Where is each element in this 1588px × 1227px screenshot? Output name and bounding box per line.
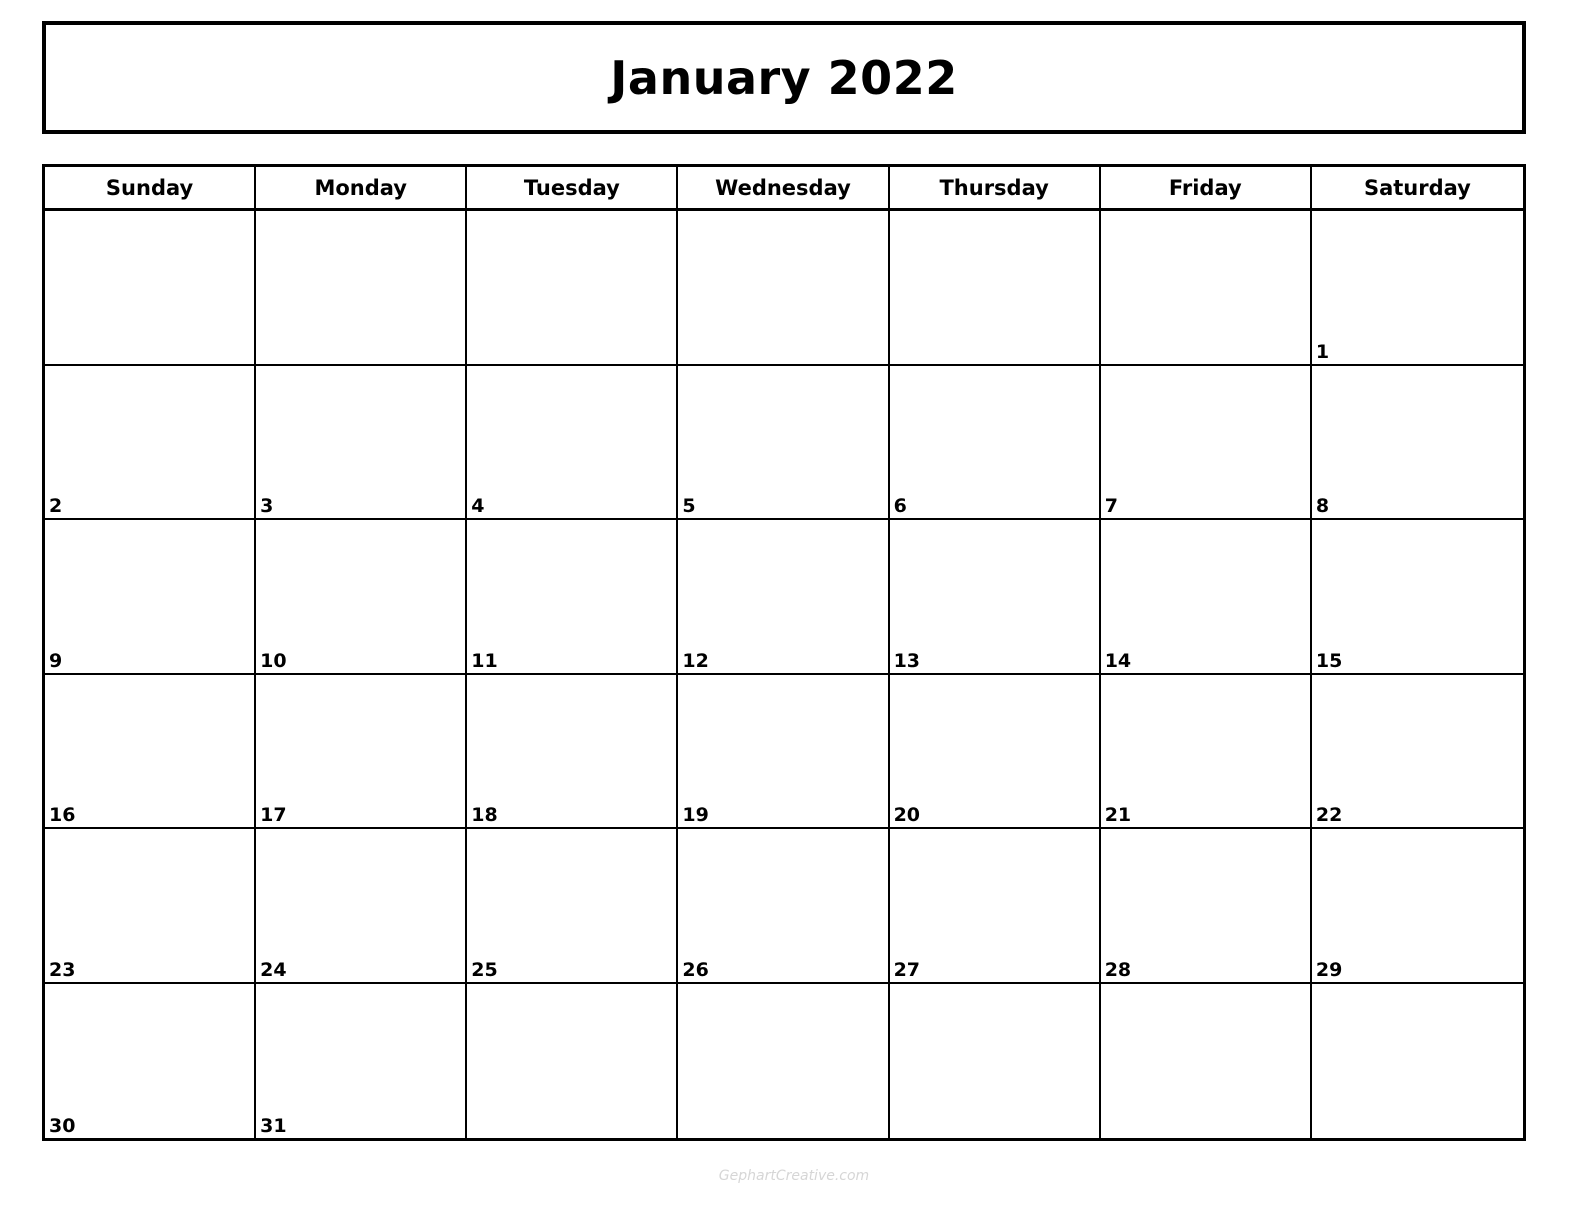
weekday-thursday: Thursday — [890, 167, 1101, 211]
day-cell — [678, 829, 889, 984]
date-number: 20 — [893, 804, 921, 826]
day-cell — [678, 520, 889, 675]
day-cell — [1101, 211, 1312, 366]
day-cell — [1101, 675, 1312, 830]
day-cell — [45, 984, 256, 1139]
day-cell — [467, 984, 678, 1139]
day-cell — [45, 675, 256, 830]
date-number: 8 — [1315, 495, 1330, 517]
day-cell — [45, 829, 256, 984]
date-number: 19 — [682, 804, 709, 826]
date-number: 26 — [682, 958, 709, 981]
weekday-monday: Monday — [256, 167, 467, 211]
date-number: 14 — [1104, 649, 1132, 672]
weekday-wednesday: Wednesday — [678, 167, 889, 211]
date-number: 21 — [1104, 804, 1132, 826]
weekday-tuesday: Tuesday — [467, 167, 678, 211]
day-cell — [1312, 211, 1523, 366]
watermark: GephartCreative.com — [718, 1168, 870, 1184]
day-cell — [678, 675, 889, 830]
date-number: 23 — [49, 958, 76, 981]
weekday-friday: Friday — [1101, 167, 1312, 211]
date-number: 30 — [49, 1115, 76, 1137]
day-cell — [890, 211, 1101, 366]
date-number: 12 — [682, 649, 709, 672]
date-number: 6 — [893, 495, 907, 517]
day-cell — [1312, 675, 1523, 830]
day-cell — [256, 675, 467, 830]
date-number: 16 — [49, 804, 76, 826]
date-number: 25 — [471, 958, 498, 981]
date-number: 7 — [1104, 495, 1118, 517]
day-cell — [890, 829, 1101, 984]
date-number: 13 — [893, 649, 921, 672]
date-number: 28 — [1104, 958, 1132, 981]
calendar-title: January 2022 — [610, 50, 958, 105]
day-cell — [1312, 829, 1523, 984]
day-cell — [1101, 829, 1312, 984]
day-cell — [1101, 984, 1312, 1139]
day-cell — [890, 520, 1101, 675]
date-number: 18 — [471, 804, 498, 826]
day-cell — [1312, 984, 1523, 1139]
day-cell — [467, 211, 678, 366]
day-cell — [467, 520, 678, 675]
date-number: 24 — [260, 958, 287, 981]
day-cell — [256, 984, 467, 1139]
day-cell — [45, 520, 256, 675]
calendar-grid — [42, 164, 1526, 1141]
date-number: 15 — [1315, 649, 1343, 672]
day-cell — [890, 675, 1101, 830]
day-cell — [1312, 366, 1523, 521]
day-cell — [1101, 520, 1312, 675]
day-cell — [890, 366, 1101, 521]
day-cell — [678, 211, 889, 366]
title-box — [42, 21, 1526, 134]
day-cell — [256, 520, 467, 675]
weekday-saturday: Saturday — [1312, 167, 1523, 211]
date-number: 1 — [1315, 340, 1330, 363]
day-cell — [678, 984, 889, 1139]
date-number: 2 — [49, 495, 63, 517]
date-number: 10 — [260, 649, 287, 672]
day-cell — [467, 366, 678, 521]
day-cell — [467, 675, 678, 830]
date-number: 3 — [260, 495, 274, 517]
day-cell — [1312, 520, 1523, 675]
weekday-sunday: Sunday — [45, 167, 256, 211]
date-number: 22 — [1315, 804, 1343, 826]
day-cell — [256, 366, 467, 521]
date-number: 9 — [49, 649, 63, 672]
date-number: 17 — [260, 804, 287, 826]
date-number: 29 — [1315, 958, 1343, 981]
day-cell — [256, 829, 467, 984]
day-cell — [45, 366, 256, 521]
day-cell — [256, 211, 467, 366]
day-cell — [678, 366, 889, 521]
date-number: 31 — [260, 1115, 287, 1137]
day-cell — [467, 829, 678, 984]
date-number: 11 — [471, 649, 498, 672]
date-number: 27 — [893, 958, 921, 981]
day-cell — [1101, 366, 1312, 521]
day-cell — [45, 211, 256, 366]
date-number: 5 — [682, 495, 696, 517]
day-cell — [890, 984, 1101, 1139]
date-number: 4 — [471, 495, 485, 517]
